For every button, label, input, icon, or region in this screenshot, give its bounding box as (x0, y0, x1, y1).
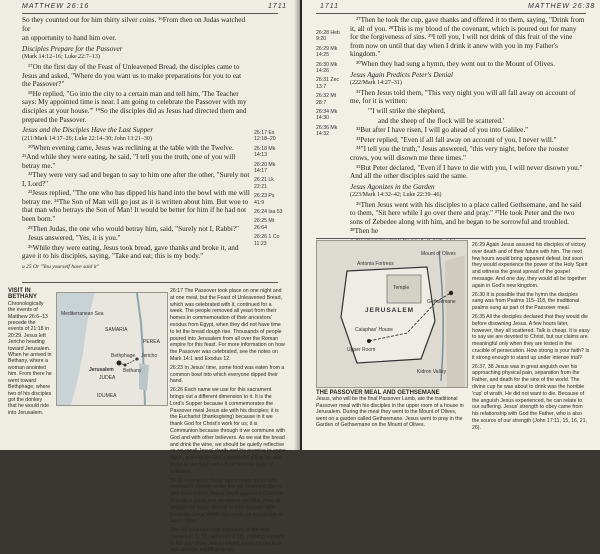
section-heading: Disciples Prepare for the Passover (22, 44, 123, 53)
section-xref: (211/Mark 14:17–26; Luke 22:14–30; John 13:21–30) (22, 135, 152, 142)
study-note: 26:35 All the disciples declared that they would die before disowning Jesus. A few hours later, however, they all scattered. Talk is cheap. It is easy to say we are devoted to Christ, but our claims are meaningful only when they are tested in the crucible of persecution. How strong is your faith? Is it strong enough to stand up under intense trial? (472, 313, 590, 361)
cross-ref: 26:25 Mt 26:64 (254, 218, 275, 231)
visit-sidebar (8, 288, 52, 416)
section-xref: (Mark 14:12–16; Luke 22:7–13) (22, 54, 100, 61)
cross-ref: 26:31 Zec 13:7 (316, 77, 340, 90)
study-notes-right (472, 242, 590, 450)
cross-ref: 26:18 Mk 14:13 (254, 145, 276, 159)
cross-ref: 26:24 Isa 53 (254, 209, 283, 216)
notes-rule (316, 238, 586, 239)
poem-line: and the sheep of the flock will be scattered.' (378, 116, 505, 125)
map-label: Mount of Olives (421, 251, 456, 257)
paragraph: ²⁵Then Judas, the one who would betray him, said, "Surely not I, Rabbi?" (28, 224, 239, 233)
map-label: SAMARIA (105, 327, 128, 333)
map-graphic (57, 293, 167, 405)
map-caption (316, 390, 466, 450)
paragraph: ³⁵But Peter declared, "Even if I have to die with you, I will never disown you." And all the other disciples said the same. (350, 163, 583, 181)
study-note: 26:30 It is possible that the hymn the disciples sang was from Psalms 115–118, the traditional psalms sung as part of the Passover meal. (472, 291, 580, 312)
study-note: 26:26 Each name we use for this sacrament brings out a different dimension to it. It is the Lord's Supper because it commemorates the Passover meal Jesus ate with his disciples; it is the Eucharist (thanksgiving) because in it we thank God for Christ's work for us; it is Communion because through it we commune with God and with other believers. As we eat the bread and drink the wine, we should be quietly reflective as we recall Jesus' death and his promise to come again, grateful for God's wonderful gift to us, and joyful as we meet with Christ and the body of believers. (170, 387, 286, 475)
cross-ref: 26:32 Mt 28:7 (316, 93, 337, 106)
cross-ref: 26:23 Ps 41:9 (254, 193, 275, 206)
map-label: Caiaphas' House (355, 327, 393, 333)
section-xref: (223/Mark 14:32–42; Luke 22:39–46) (350, 192, 442, 199)
caption-title: THE PASSOVER MEAL AND GETHSEMANE (316, 390, 440, 396)
map-label: Temple (393, 285, 410, 291)
map-label: Gethsemane (427, 299, 456, 305)
paragraph: Jesus answered, "Yes, it is you." (28, 234, 121, 243)
cross-ref: 26:26 1 Co 11:23 (254, 234, 280, 247)
study-note: The old covenant was a shadow of the new (Jeremiah 31:31; Hebrews 8:1ff), pointing forward to the day when Jesus himself would be the final and ultimate sacrifice for sin. (170, 527, 284, 554)
paragraph: ²⁰When evening came, Jesus was reclining at the table with the Twelve. ²¹And while they were eating, he said, "I tell you the truth, one of you will betray me." (22, 144, 236, 170)
cross-ref: 26:29 Mk 14:25 (316, 45, 338, 59)
paragraph: ²⁶While they were eating, Jesus took bread, gave thanks and broke it, and gave it to his disciples, saying, "Take and eat; this is my body." (22, 243, 239, 261)
map-label: JERUSALEM (365, 307, 415, 314)
map-label: Bethany (123, 368, 142, 374)
cross-reference-column (316, 30, 346, 141)
paragraph: ²²They were very sad and began to say to him one after the other, "Surely not I, Lord?" (22, 171, 250, 188)
map-label: Upper Room (347, 347, 376, 353)
caption-body: Jesus, who will be the final Passover Lamb, ate the traditional Passover meal with his disciples in the upper room of a house in Jerusalem. During the meal they went to the Mount of Olives, went on a garden called Gethsemane. Jesus went to pray in the Garden of Gethsemane on the Mount of Olives. (316, 396, 464, 429)
paragraph: ³⁰When they had sung a hymn, they went out to the Mount of Olives. (356, 59, 555, 68)
study-note: 26:29 Again Jesus assured his disciples of victory over death and of their future with him. The next few hours would bring apparent defeat, but soon they would experience the power of the Holy Spirit and witness the great spread of the gospel message. And one day, they would all be together again in God's new kingdom. (472, 242, 588, 289)
right-page (302, 0, 600, 450)
map-label: PEREA (143, 339, 160, 345)
visit-body: Chronologically the events of Matthew 26:6–13 precede the events of 21:18 in 20:29. Jesus left Jericho heading toward Jerusalem. When he arrived in Bethany, where a woman anointed him. From there he went toward Bethphage, where two of his disciples got the donkey that he would ride into Jerusalem. (8, 300, 52, 416)
study-note: 26:37, 38 Jesus was in great anguish over his approaching physical pain, separation from the Father, and death for the sins of the world. The divine cup he was about to drink was the horrible 'cup' of wrath. He did not want to die. Because of the anguish Jesus experienced, he can relate to our suffering. Jesus' strength to obey came from his relationship with God the Father, who is also the source of our strength (John 17:11, 15, 16, 21, 26). (472, 363, 587, 431)
section-heading: Jesus and the Disciples Have the Last Supper (22, 126, 154, 135)
cross-ref: 26:28 Heb 9:20 (316, 30, 340, 43)
sea-shape (57, 293, 95, 405)
cross-ref: 26:20 Mk 14:17 (254, 161, 276, 175)
study-note: 26:26 How does Jesus' blood relate to his new covenant? People under the old covenant (those who lived before Jesus) could approach God only through a priest and an animal sacrifice. Now all people can come directly to God through faith because Jesus' death has made us acceptable in God's eyes. (170, 477, 284, 525)
map-label: Jerusalem (89, 367, 114, 373)
map-label: IDUMEA (97, 393, 117, 399)
left-running-head: MATTHEW 26:16 (22, 3, 90, 10)
head-rule (22, 13, 278, 14)
study-note: 26:17 The Passover took place on one night and at one meal, but the Feast of Unleavened Bread, which was celebrated with it, continued for a week. The people removed all yeast from their homes in commemoration of their ancestors' exodus from Egypt, when they did not have time to let the bread dough rise. Thousands of people poured into Jerusalem from all over the Roman empire for this feast. For more information on how the Passover was celebrated, see the notes on Mark 14:1 and Exodus 12. (170, 288, 285, 362)
visit-title: VISIT IN BETHANY (8, 288, 38, 301)
right-page-number: 1711 (320, 3, 340, 10)
verse-line: So they counted out for him thirty silver coins. ¹⁶From then on Judas watched for (22, 16, 246, 33)
cross-ref: 26:34 Mk 14:30 (316, 109, 338, 122)
head-rule (316, 13, 586, 14)
map-label: Antonia Fortress (357, 261, 394, 267)
paragraph: ³⁶Then Jesus went with his disciples to a place called Gethsemane, and he said to them, "Sit here while I go over there and pray." ³⁷He took Peter and the two sons of Zebedee along with him, and he began to be sorrowful and troubled. ³⁸Then he (350, 200, 582, 235)
right-running-head: MATTHEW 26:38 (528, 3, 596, 10)
left-text-column (22, 16, 250, 272)
paragraph: ³²But after I have risen, I will go ahead of you into Galilee." (356, 126, 529, 135)
paragraph: ²³Jesus replied, "The one who has dipped his hand into the bowl with me will betray me. ²⁴The Son of Man will go just as it is written about him. But woe to that man who betrays the Son of Man! It would be better for him if he had not been born." (22, 189, 250, 224)
cross-ref: 26:21 Lk 22:21 (254, 177, 274, 190)
cross-ref: 26:36 Mk 14:32 (316, 124, 338, 138)
mount-of-olives-shape (445, 255, 465, 387)
study-note: 26:23 In Jesus' time, some food was eaten from a common bowl into which everyone dipped their hand. (170, 364, 285, 385)
map-label: Kidron Valley (417, 369, 447, 375)
cross-reference-column (254, 130, 284, 250)
notes-rule (22, 282, 278, 283)
jerusalem-map (316, 240, 468, 388)
paragraph: ³⁴"I tell you the truth," Jesus answered, "this very night, before the rooster crows, you will disown me three times." (350, 145, 569, 162)
map-label: Bethphage (111, 353, 136, 359)
section-heading: Jesus Agonizes in the Garden (350, 182, 435, 191)
map-label: Mediterranean Sea (61, 311, 104, 317)
verse-line: an opportunity to hand him over. (22, 34, 117, 43)
paragraph: ³¹Then Jesus told them, "This very night you will all fall away on account of me, for it is written: (350, 88, 576, 106)
paragraph: ¹⁷On the first day of the Feast of Unleavened Bread, the disciples came to Jesus and asked, "Where do you want us to make preparations for you to eat the Passover?" (22, 62, 242, 89)
route-line (119, 359, 137, 365)
cross-ref: 26:30 Mk 14:26 (316, 61, 338, 75)
bethany-map (56, 292, 168, 406)
cross-ref: 26:17 Ex 12:18–20 (254, 130, 276, 143)
footnote: a 25 Or "You yourself have said it" (22, 264, 99, 271)
study-notes-left (170, 288, 286, 554)
section-xref: (222/Mark 14:27–31) (350, 80, 402, 87)
poem-line: "'I will strike the shepherd, (368, 106, 446, 115)
map-label: Jericho (141, 353, 158, 359)
left-page-number: 1711 (268, 3, 288, 10)
paragraph: ¹⁸He replied, "Go into the city to a certain man and tell him, 'The Teacher says: My appointed time is near. I am going to celebrate the Passover with my disciples at your house.'" ¹⁹So the disciples did as Jesus had directed them and prepared the Passover. (22, 89, 247, 124)
map-label: JUDEA (99, 375, 116, 381)
paragraph: ³³Peter replied, "Even if all fall away on account of you, I never will." (356, 135, 557, 144)
right-text-column (350, 16, 586, 246)
section-heading: Jesus Again Predicts Peter's Denial (350, 70, 453, 79)
gethsemane-dot (449, 291, 453, 295)
paragraph: ²⁷Then he took the cup, gave thanks and offered it to them, saying, "Drink from it, all of you. ²⁸This is my blood of the covenant, which is poured out for many for the forgiveness of sins. ²⁹I tell you, I will not drink of this fruit of the vine from now on until that day when I drink it anew with you in my Father's kingdom." (350, 16, 585, 59)
